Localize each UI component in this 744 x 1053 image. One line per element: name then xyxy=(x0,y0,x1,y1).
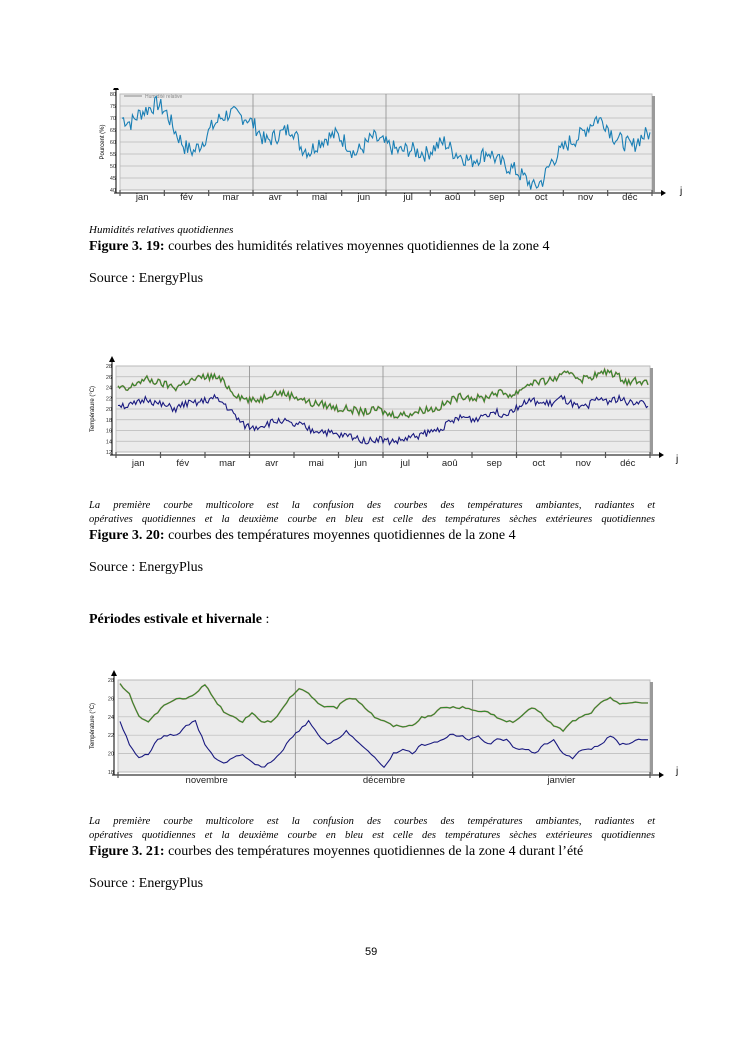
y-axis-label: Pourcent (%) xyxy=(100,124,106,160)
section-heading xyxy=(89,612,269,628)
x-tick-label: mai xyxy=(308,458,324,469)
plot-shadow xyxy=(652,96,655,192)
y-axis-label: Température (°C) xyxy=(90,385,96,433)
y-tick-label: 28 xyxy=(107,678,114,684)
x-tick-label: sep xyxy=(486,458,502,469)
figure20-title xyxy=(89,528,516,544)
y-axis-arrow xyxy=(113,88,119,90)
x-tick-label: novembre xyxy=(185,775,228,786)
x-tick-label: fév xyxy=(176,458,190,469)
figure21-note-line1: La première courbe multicolore est la confusion des courbes des températures ambiantes, radiantes et xyxy=(89,816,655,827)
y-tick-label: 22 xyxy=(107,733,114,740)
y-tick-label: 26 xyxy=(107,696,114,703)
x-tick-label: aoû xyxy=(444,192,461,203)
plot-area xyxy=(118,680,650,772)
figure20-title-text: courbes des températures moyennes quotidiennes de la zone 4 xyxy=(164,528,516,543)
temperature-year-chart xyxy=(86,352,690,476)
x-tick-label: avr xyxy=(268,192,282,203)
figure20-note-line1: La première courbe multicolore est la confusion des courbes des températures ambiantes, radiantes et xyxy=(89,500,655,511)
humidity-chart xyxy=(96,88,690,206)
y-tick-label: 18 xyxy=(107,770,114,776)
figure21-title-text: courbes des températures moyennes quotidiennes de la zone 4 durant l’été xyxy=(164,844,584,859)
figure19-title-label: Figure 3. 19: xyxy=(89,239,165,254)
figure19-title xyxy=(89,239,549,255)
x-axis-arrow xyxy=(661,190,666,196)
x-tick-label: avr xyxy=(265,458,279,469)
x-tick-label: déc xyxy=(620,458,636,469)
figure19-source: Source : EnergyPlus xyxy=(89,271,204,286)
legend-label: Humidité relative xyxy=(145,94,183,100)
x-tick-label: fév xyxy=(180,192,193,203)
x-tick-label: nov xyxy=(575,458,591,469)
figure19-title-text: courbes des humidités relatives moyennes quotidiennes de la zone 4 xyxy=(164,239,550,254)
x-tick-label: jan xyxy=(131,458,145,469)
figure19-italic-caption: Humidités relatives quotidiennes xyxy=(89,224,234,236)
plot-shadow xyxy=(650,368,653,454)
y-tick-label: 24 xyxy=(105,385,112,392)
x-axis-label: j xyxy=(680,186,683,197)
x-tick-label: déc xyxy=(622,192,638,203)
y-tick-label: 22 xyxy=(105,396,112,403)
x-tick-label: aoû xyxy=(441,458,458,469)
figure21-note-line2: opératives quotidiennes et la deuxième courbe en bleu est celle des températures sèches extérieures quotidiennes xyxy=(89,830,655,841)
figure21-title-label: Figure 3. 21: xyxy=(89,844,165,859)
x-tick-label: jul xyxy=(400,458,411,469)
y-tick-label: 14 xyxy=(105,439,112,446)
x-axis-label: j xyxy=(676,454,679,465)
y-tick-label: 55 xyxy=(109,152,116,158)
x-tick-label: oct xyxy=(532,458,546,469)
y-tick-label: 20 xyxy=(105,407,112,413)
y-tick-label: 80 xyxy=(109,92,116,98)
figure21-title xyxy=(89,844,583,860)
y-tick-label: 45 xyxy=(109,176,116,182)
y-tick-label: 40 xyxy=(109,188,116,194)
figure20-source: Source : EnergyPlus xyxy=(89,560,204,575)
temperature-season-chart xyxy=(86,666,690,790)
y-tick-label: 20 xyxy=(107,751,114,758)
y-tick-label: 50 xyxy=(109,164,116,170)
x-tick-label: jun xyxy=(357,192,371,203)
plot-shadow xyxy=(650,682,653,774)
x-tick-label: sep xyxy=(489,192,505,203)
x-tick-label: oct xyxy=(534,192,548,203)
x-tick-label: nov xyxy=(577,192,594,203)
y-axis-arrow xyxy=(111,670,117,676)
y-tick-label: 12 xyxy=(105,450,112,456)
y-tick-label: 24 xyxy=(107,714,114,721)
y-tick-label: 65 xyxy=(109,128,116,134)
figure20-note-line2: opératives quotidiennes et la deuxième courbe en bleu est celle des températures sèches extérieures quotidiennes xyxy=(89,514,655,525)
x-tick-label: janvier xyxy=(547,775,576,786)
x-tick-label: jun xyxy=(354,458,368,469)
x-axis-arrow xyxy=(659,772,664,778)
y-tick-label: 70 xyxy=(109,116,116,122)
section-heading-rest: : xyxy=(262,612,270,627)
y-tick-label: 26 xyxy=(105,374,112,381)
x-axis-label: j xyxy=(676,766,679,777)
x-tick-label: décembre xyxy=(362,775,406,786)
y-tick-label: 28 xyxy=(105,364,112,370)
x-tick-label: mar xyxy=(222,192,240,203)
page-number: 59 xyxy=(365,946,378,958)
y-tick-label: 18 xyxy=(105,417,112,424)
y-tick-label: 60 xyxy=(109,140,116,146)
x-axis-arrow xyxy=(659,452,664,458)
y-tick-label: 16 xyxy=(105,428,112,435)
x-tick-label: jan xyxy=(135,192,149,203)
section-heading-bold: Périodes estivale et hivernale xyxy=(89,612,263,627)
figure20-title-label: Figure 3. 20: xyxy=(89,528,165,543)
y-axis-label: Température (°C) xyxy=(90,702,96,750)
y-tick-label: 75 xyxy=(109,104,116,110)
y-axis-arrow xyxy=(109,356,115,362)
x-tick-label: mai xyxy=(311,192,328,203)
figure21-source: Source : EnergyPlus xyxy=(89,876,204,891)
x-tick-label: mar xyxy=(219,458,236,469)
x-tick-label: jul xyxy=(403,192,413,203)
